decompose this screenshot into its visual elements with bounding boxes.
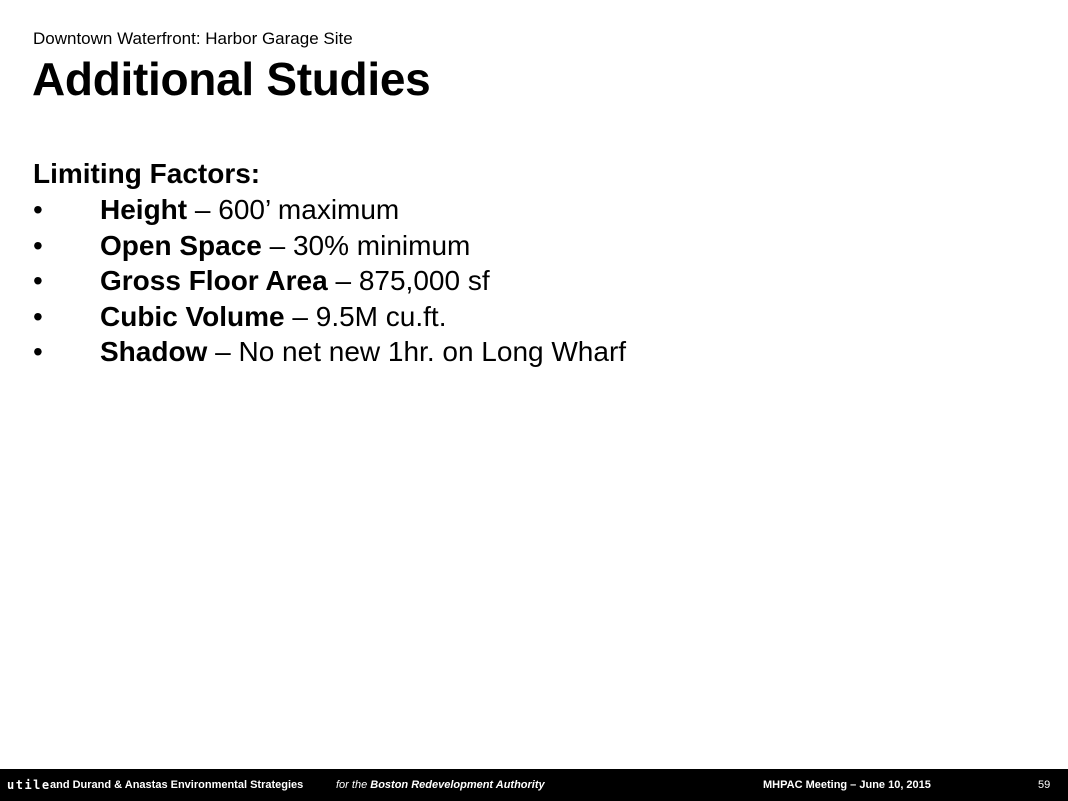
bullet-icon: • <box>33 300 43 332</box>
factor-value: – 9.5M cu.ft. <box>284 300 447 332</box>
factor-value: – 875,000 sf <box>327 265 490 297</box>
utile-logo: utile <box>7 778 51 792</box>
bullet-icon: • <box>33 229 43 261</box>
slide-subtitle: Downtown Waterfront: Harbor Garage Site <box>33 29 353 48</box>
factor-label: Cubic Volume <box>100 300 285 332</box>
factor-value: – 600’ maximum <box>187 194 400 225</box>
factor-label: Gross Floor Area <box>100 265 328 297</box>
bullet-icon: • <box>33 336 43 368</box>
bullet-icon: • <box>33 194 43 225</box>
footer-bar <box>0 769 1068 801</box>
factor-label: Open Space <box>100 229 262 261</box>
footer-meeting: MHPAC Meeting – June 10, 2015 <box>763 779 931 791</box>
footer-organization: Boston Redevelopment Authority <box>370 779 545 791</box>
footer-client <box>336 769 545 801</box>
factor-value: – No net new 1hr. on Long Wharf <box>207 336 627 368</box>
slide-title: Additional Studies <box>32 53 431 105</box>
footer-for-text: for the <box>336 779 371 791</box>
page-number: 59 <box>1038 779 1051 791</box>
footer-credit: and Durand & Anastas Environmental Strategies <box>50 779 304 791</box>
factor-label: Shadow <box>100 336 208 368</box>
factor-value: – 30% minimum <box>261 229 471 261</box>
bullet-icon: • <box>33 265 43 297</box>
factor-label: Height <box>100 194 188 225</box>
section-heading: Limiting Factors: <box>33 158 261 189</box>
